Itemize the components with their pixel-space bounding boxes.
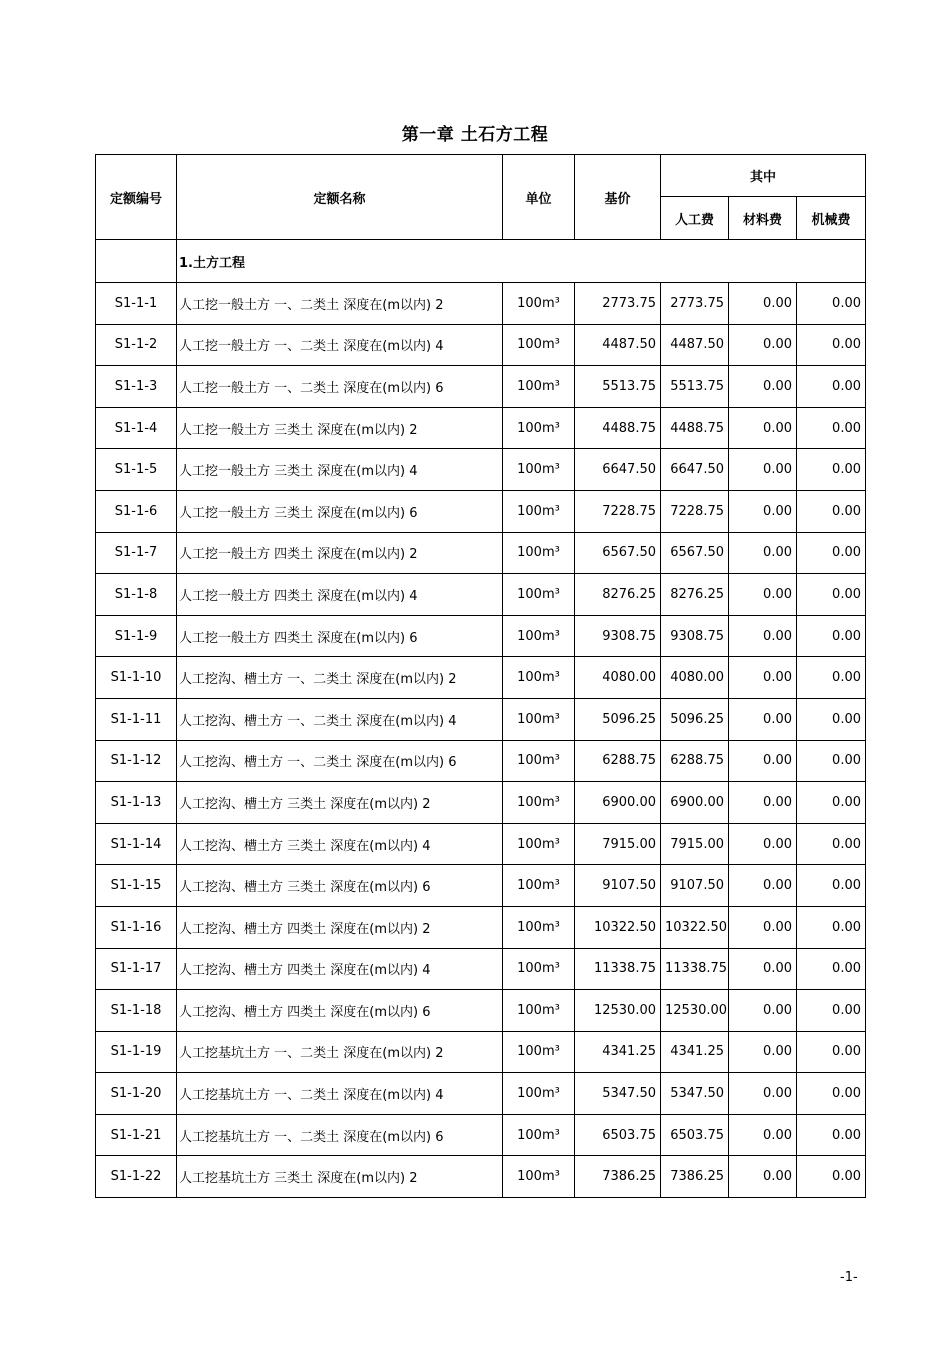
cell-labor: 9107.50 [661, 865, 729, 907]
cell-material: 0.00 [729, 574, 797, 616]
cell-base-price: 7915.00 [575, 823, 661, 865]
cell-name: 人工挖基坑土方 一、二类土 深度在(m以内) 2 [177, 1031, 503, 1073]
cell-base-price: 4341.25 [575, 1031, 661, 1073]
cell-base-price: 5347.50 [575, 1073, 661, 1115]
cell-base-price: 8276.25 [575, 574, 661, 616]
cell-unit: 100m³ [503, 782, 575, 824]
cell-machine: 0.00 [797, 948, 866, 990]
cell-machine: 0.00 [797, 324, 866, 366]
cell-labor: 6288.75 [661, 740, 729, 782]
cell-labor: 6567.50 [661, 532, 729, 574]
cell-base-price: 4488.75 [575, 407, 661, 449]
table-row [96, 1114, 866, 1156]
cell-unit: 100m³ [503, 283, 575, 325]
page-title: 第一章 土石方工程 [401, 125, 549, 145]
cell-machine: 0.00 [797, 657, 866, 699]
cell-machine: 0.00 [797, 782, 866, 824]
cell-material: 0.00 [729, 948, 797, 990]
cell-unit: 100m³ [503, 865, 575, 907]
cell-base-price: 6900.00 [575, 782, 661, 824]
cell-base-price: 7228.75 [575, 490, 661, 532]
cell-labor: 5513.75 [661, 366, 729, 408]
table-row [96, 532, 866, 574]
cell-code: S1-1-21 [96, 1114, 177, 1156]
cell-machine: 0.00 [797, 1156, 866, 1198]
header-group: 其中 [661, 155, 866, 197]
cell-name: 人工挖一般土方 三类土 深度在(m以内) 2 [177, 407, 503, 449]
cell-name: 人工挖基坑土方 三类土 深度在(m以内) 2 [177, 1156, 503, 1198]
cell-material: 0.00 [729, 698, 797, 740]
cell-unit: 100m³ [503, 657, 575, 699]
cell-material: 0.00 [729, 1156, 797, 1198]
cell-base-price: 10322.50 [575, 906, 661, 948]
cell-code: S1-1-16 [96, 906, 177, 948]
header-row-top [96, 155, 866, 197]
cell-material: 0.00 [729, 657, 797, 699]
cell-code: S1-1-22 [96, 1156, 177, 1198]
table-row [96, 490, 866, 532]
cell-labor: 5096.25 [661, 698, 729, 740]
cell-code: S1-1-19 [96, 1031, 177, 1073]
table-row [96, 366, 866, 408]
table-row [96, 865, 866, 907]
cell-unit: 100m³ [503, 990, 575, 1032]
table-row [96, 324, 866, 366]
cell-labor: 4488.75 [661, 407, 729, 449]
cell-machine: 0.00 [797, 283, 866, 325]
cell-material: 0.00 [729, 1073, 797, 1115]
cell-material: 0.00 [729, 782, 797, 824]
cell-labor: 6503.75 [661, 1114, 729, 1156]
cell-machine: 0.00 [797, 740, 866, 782]
table-row [96, 740, 866, 782]
cell-labor: 4341.25 [661, 1031, 729, 1073]
section-empty-cell [96, 240, 177, 283]
header-material: 材料费 [729, 197, 797, 240]
cell-unit: 100m³ [503, 574, 575, 616]
cell-machine: 0.00 [797, 906, 866, 948]
cell-base-price: 6567.50 [575, 532, 661, 574]
cell-unit: 100m³ [503, 1156, 575, 1198]
section-row [96, 240, 866, 283]
cell-material: 0.00 [729, 490, 797, 532]
cell-labor: 10322.50 [661, 906, 729, 948]
cell-name: 人工挖一般土方 四类土 深度在(m以内) 2 [177, 532, 503, 574]
cell-machine: 0.00 [797, 532, 866, 574]
cell-base-price: 5513.75 [575, 366, 661, 408]
table-row [96, 1031, 866, 1073]
table-row [96, 574, 866, 616]
cell-unit: 100m³ [503, 698, 575, 740]
table-row [96, 283, 866, 325]
cell-code: S1-1-4 [96, 407, 177, 449]
cell-labor: 11338.75 [661, 948, 729, 990]
cell-machine: 0.00 [797, 574, 866, 616]
cell-base-price: 6288.75 [575, 740, 661, 782]
cell-code: S1-1-13 [96, 782, 177, 824]
table-row [96, 948, 866, 990]
cell-name: 人工挖沟、槽土方 一、二类土 深度在(m以内) 6 [177, 740, 503, 782]
cell-name: 人工挖一般土方 三类土 深度在(m以内) 6 [177, 490, 503, 532]
cell-material: 0.00 [729, 366, 797, 408]
cell-name: 人工挖沟、槽土方 四类土 深度在(m以内) 4 [177, 948, 503, 990]
cell-code: S1-1-3 [96, 366, 177, 408]
cell-machine: 0.00 [797, 615, 866, 657]
cell-name: 人工挖一般土方 一、二类土 深度在(m以内) 4 [177, 324, 503, 366]
cell-unit: 100m³ [503, 324, 575, 366]
cell-name: 人工挖基坑土方 一、二类土 深度在(m以内) 6 [177, 1114, 503, 1156]
table-row [96, 1156, 866, 1198]
table-row [96, 698, 866, 740]
table-row [96, 782, 866, 824]
cell-unit: 100m³ [503, 366, 575, 408]
header-base-price: 基价 [575, 155, 661, 240]
cell-machine: 0.00 [797, 407, 866, 449]
cell-base-price: 6647.50 [575, 449, 661, 491]
cell-material: 0.00 [729, 449, 797, 491]
cell-code: S1-1-10 [96, 657, 177, 699]
cell-material: 0.00 [729, 1031, 797, 1073]
cell-labor: 5347.50 [661, 1073, 729, 1115]
header-labor: 人工费 [661, 197, 729, 240]
cell-name: 人工挖一般土方 四类土 深度在(m以内) 6 [177, 615, 503, 657]
cell-machine: 0.00 [797, 1114, 866, 1156]
cell-material: 0.00 [729, 1114, 797, 1156]
table-row [96, 615, 866, 657]
cell-machine: 0.00 [797, 449, 866, 491]
cell-name: 人工挖沟、槽土方 一、二类土 深度在(m以内) 4 [177, 698, 503, 740]
cell-unit: 100m³ [503, 449, 575, 491]
cell-base-price: 6503.75 [575, 1114, 661, 1156]
cell-name: 人工挖沟、槽土方 四类土 深度在(m以内) 2 [177, 906, 503, 948]
cell-machine: 0.00 [797, 1031, 866, 1073]
table-row [96, 449, 866, 491]
cell-code: S1-1-18 [96, 990, 177, 1032]
cell-material: 0.00 [729, 407, 797, 449]
cell-base-price: 2773.75 [575, 283, 661, 325]
cell-labor: 7386.25 [661, 1156, 729, 1198]
cell-unit: 100m³ [503, 906, 575, 948]
cell-code: S1-1-15 [96, 865, 177, 907]
cell-base-price: 7386.25 [575, 1156, 661, 1198]
cell-material: 0.00 [729, 740, 797, 782]
cell-code: S1-1-14 [96, 823, 177, 865]
cell-base-price: 4487.50 [575, 324, 661, 366]
cell-name: 人工挖一般土方 一、二类土 深度在(m以内) 6 [177, 366, 503, 408]
cell-name: 人工挖一般土方 三类土 深度在(m以内) 4 [177, 449, 503, 491]
cell-material: 0.00 [729, 532, 797, 574]
cell-base-price: 12530.00 [575, 990, 661, 1032]
cell-labor: 8276.25 [661, 574, 729, 616]
cell-name: 人工挖基坑土方 一、二类土 深度在(m以内) 4 [177, 1073, 503, 1115]
cell-code: S1-1-12 [96, 740, 177, 782]
cell-machine: 0.00 [797, 865, 866, 907]
cell-material: 0.00 [729, 324, 797, 366]
cell-material: 0.00 [729, 283, 797, 325]
cell-unit: 100m³ [503, 823, 575, 865]
section-title: 1.土方工程 [177, 240, 866, 283]
cell-base-price: 11338.75 [575, 948, 661, 990]
table-row [96, 407, 866, 449]
cell-labor: 6647.50 [661, 449, 729, 491]
cell-name: 人工挖沟、槽土方 三类土 深度在(m以内) 6 [177, 865, 503, 907]
cell-base-price: 5096.25 [575, 698, 661, 740]
cell-unit: 100m³ [503, 1114, 575, 1156]
cell-code: S1-1-11 [96, 698, 177, 740]
table-row [96, 906, 866, 948]
cell-machine: 0.00 [797, 698, 866, 740]
cell-code: S1-1-7 [96, 532, 177, 574]
cell-unit: 100m³ [503, 615, 575, 657]
cell-code: S1-1-1 [96, 283, 177, 325]
header-machine: 机械费 [797, 197, 866, 240]
cell-machine: 0.00 [797, 1073, 866, 1115]
cell-labor: 4487.50 [661, 324, 729, 366]
cell-code: S1-1-20 [96, 1073, 177, 1115]
cell-code: S1-1-9 [96, 615, 177, 657]
cell-code: S1-1-2 [96, 324, 177, 366]
cell-labor: 2773.75 [661, 283, 729, 325]
cell-material: 0.00 [729, 615, 797, 657]
cell-unit: 100m³ [503, 1031, 575, 1073]
table-row [96, 657, 866, 699]
cell-material: 0.00 [729, 823, 797, 865]
cell-unit: 100m³ [503, 740, 575, 782]
cell-material: 0.00 [729, 906, 797, 948]
cell-name: 人工挖沟、槽土方 一、二类土 深度在(m以内) 2 [177, 657, 503, 699]
cell-labor: 12530.00 [661, 990, 729, 1032]
header-code: 定额编号 [96, 155, 177, 240]
cell-machine: 0.00 [797, 366, 866, 408]
cell-code: S1-1-6 [96, 490, 177, 532]
cell-code: S1-1-8 [96, 574, 177, 616]
quota-table [95, 154, 866, 1198]
cell-unit: 100m³ [503, 490, 575, 532]
cell-name: 人工挖沟、槽土方 三类土 深度在(m以内) 2 [177, 782, 503, 824]
cell-machine: 0.00 [797, 823, 866, 865]
cell-labor: 7228.75 [661, 490, 729, 532]
cell-unit: 100m³ [503, 532, 575, 574]
cell-unit: 100m³ [503, 407, 575, 449]
header-name: 定额名称 [177, 155, 503, 240]
cell-machine: 0.00 [797, 990, 866, 1032]
cell-labor: 7915.00 [661, 823, 729, 865]
cell-material: 0.00 [729, 990, 797, 1032]
cell-name: 人工挖一般土方 一、二类土 深度在(m以内) 2 [177, 283, 503, 325]
header-unit: 单位 [503, 155, 575, 240]
cell-unit: 100m³ [503, 1073, 575, 1115]
cell-labor: 9308.75 [661, 615, 729, 657]
cell-name: 人工挖沟、槽土方 三类土 深度在(m以内) 4 [177, 823, 503, 865]
table-row [96, 1073, 866, 1115]
cell-machine: 0.00 [797, 490, 866, 532]
page-number: -1- [840, 1270, 858, 1285]
cell-name: 人工挖沟、槽土方 四类土 深度在(m以内) 6 [177, 990, 503, 1032]
cell-labor: 4080.00 [661, 657, 729, 699]
cell-base-price: 9308.75 [575, 615, 661, 657]
cell-base-price: 9107.50 [575, 865, 661, 907]
cell-base-price: 4080.00 [575, 657, 661, 699]
table-row [96, 990, 866, 1032]
cell-code: S1-1-17 [96, 948, 177, 990]
cell-unit: 100m³ [503, 948, 575, 990]
cell-labor: 6900.00 [661, 782, 729, 824]
cell-name: 人工挖一般土方 四类土 深度在(m以内) 4 [177, 574, 503, 616]
cell-material: 0.00 [729, 865, 797, 907]
cell-code: S1-1-5 [96, 449, 177, 491]
table-row [96, 823, 866, 865]
